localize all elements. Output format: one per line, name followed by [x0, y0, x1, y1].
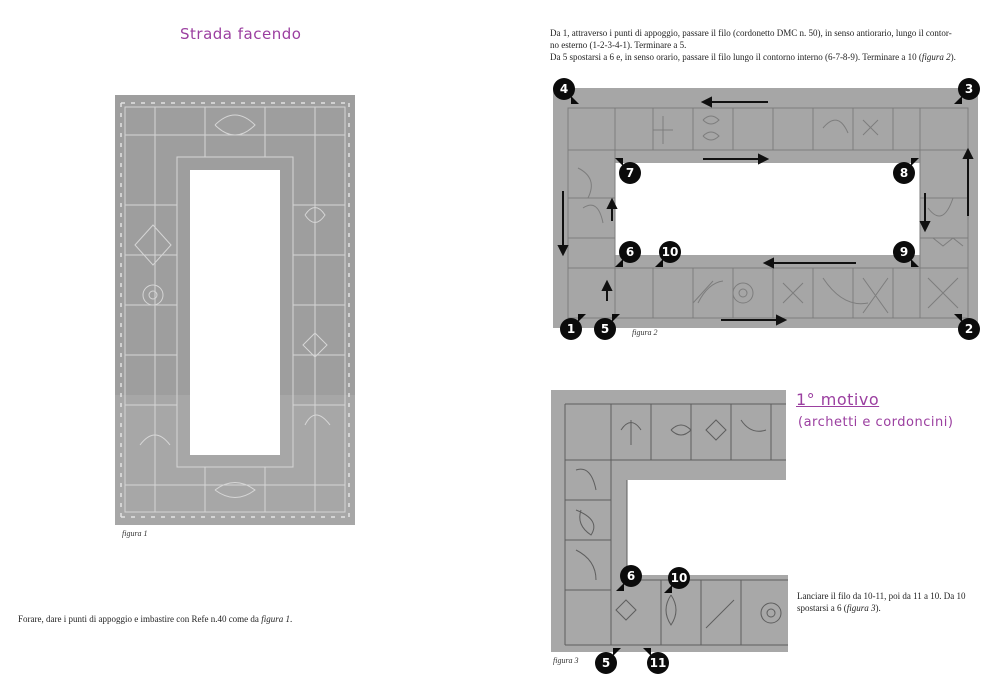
marker-10: 10 [659, 241, 681, 263]
intro-paragraph [550, 27, 990, 63]
section-title: 1° motivo [796, 390, 880, 409]
marker-5: 5 [594, 318, 616, 340]
embroidery-frame-drawing [115, 95, 355, 525]
intro-line-1: Da 1, attraverso i punti di appoggio, passare il filo (cordonetto DMC n. 50), in senso antiorario, lungo il contor- [550, 28, 952, 38]
instruction-text: Forare, dare i punti di appoggio e imbastire con Refe n.40 come da [18, 614, 262, 624]
marker-1: 1 [560, 318, 582, 340]
fig3-marker-10: 10 [668, 567, 690, 589]
figure-3-image [551, 390, 788, 652]
fig3-marker-5: 5 [595, 652, 617, 674]
corner-detail-drawing [551, 390, 788, 652]
page-title: Strada facendo [180, 25, 302, 43]
figure-1-image [115, 95, 355, 525]
intro-line-3-text: Da 5 spostarsi a 6 e, in senso orario, passare il filo lungo il contorno interno (6-7-8-9). Terminare a 10 ( [550, 52, 922, 62]
fig3-marker-6: 6 [620, 565, 642, 587]
instruction-end: . [289, 614, 293, 624]
intro-line-2: no esterno (1-2-3-4-1). Terminare a 5. [550, 40, 687, 50]
figure-2-image [553, 88, 978, 328]
marker-7: 7 [619, 162, 641, 184]
intro-line-3-ref: figura 2 [921, 52, 951, 62]
intro-line-3 [550, 51, 990, 63]
motif-line-2-end: ). [875, 603, 881, 613]
section-subtitle: (archetti e cordoncini) [798, 415, 954, 430]
marker-6: 6 [619, 241, 641, 263]
marker-4: 4 [553, 78, 575, 100]
marker-2: 2 [958, 318, 980, 340]
instruction-figure-ref: figura 1 [261, 614, 290, 624]
left-instruction [18, 613, 398, 625]
motif-line-2-ref: figura 3 [846, 603, 876, 613]
intro-line-3-end: ). [950, 52, 956, 62]
motif-instruction [797, 590, 987, 614]
figure-3-caption: figura 3 [553, 656, 579, 665]
figure-1-caption: figura 1 [122, 529, 148, 538]
marker-3: 3 [958, 78, 980, 100]
marker-8: 8 [893, 162, 915, 184]
marker-9: 9 [893, 241, 915, 263]
motif-line-2 [797, 602, 987, 614]
figure-2-caption: figura 2 [632, 328, 658, 337]
motif-line-2-text: spostarsi a 6 ( [797, 603, 847, 613]
fig3-marker-11: 11 [647, 652, 669, 674]
frame-diagram-drawing [553, 88, 978, 328]
motif-line-1: Lanciare il filo da 10-11, poi da 11 a 10. Da 10 [797, 591, 966, 601]
